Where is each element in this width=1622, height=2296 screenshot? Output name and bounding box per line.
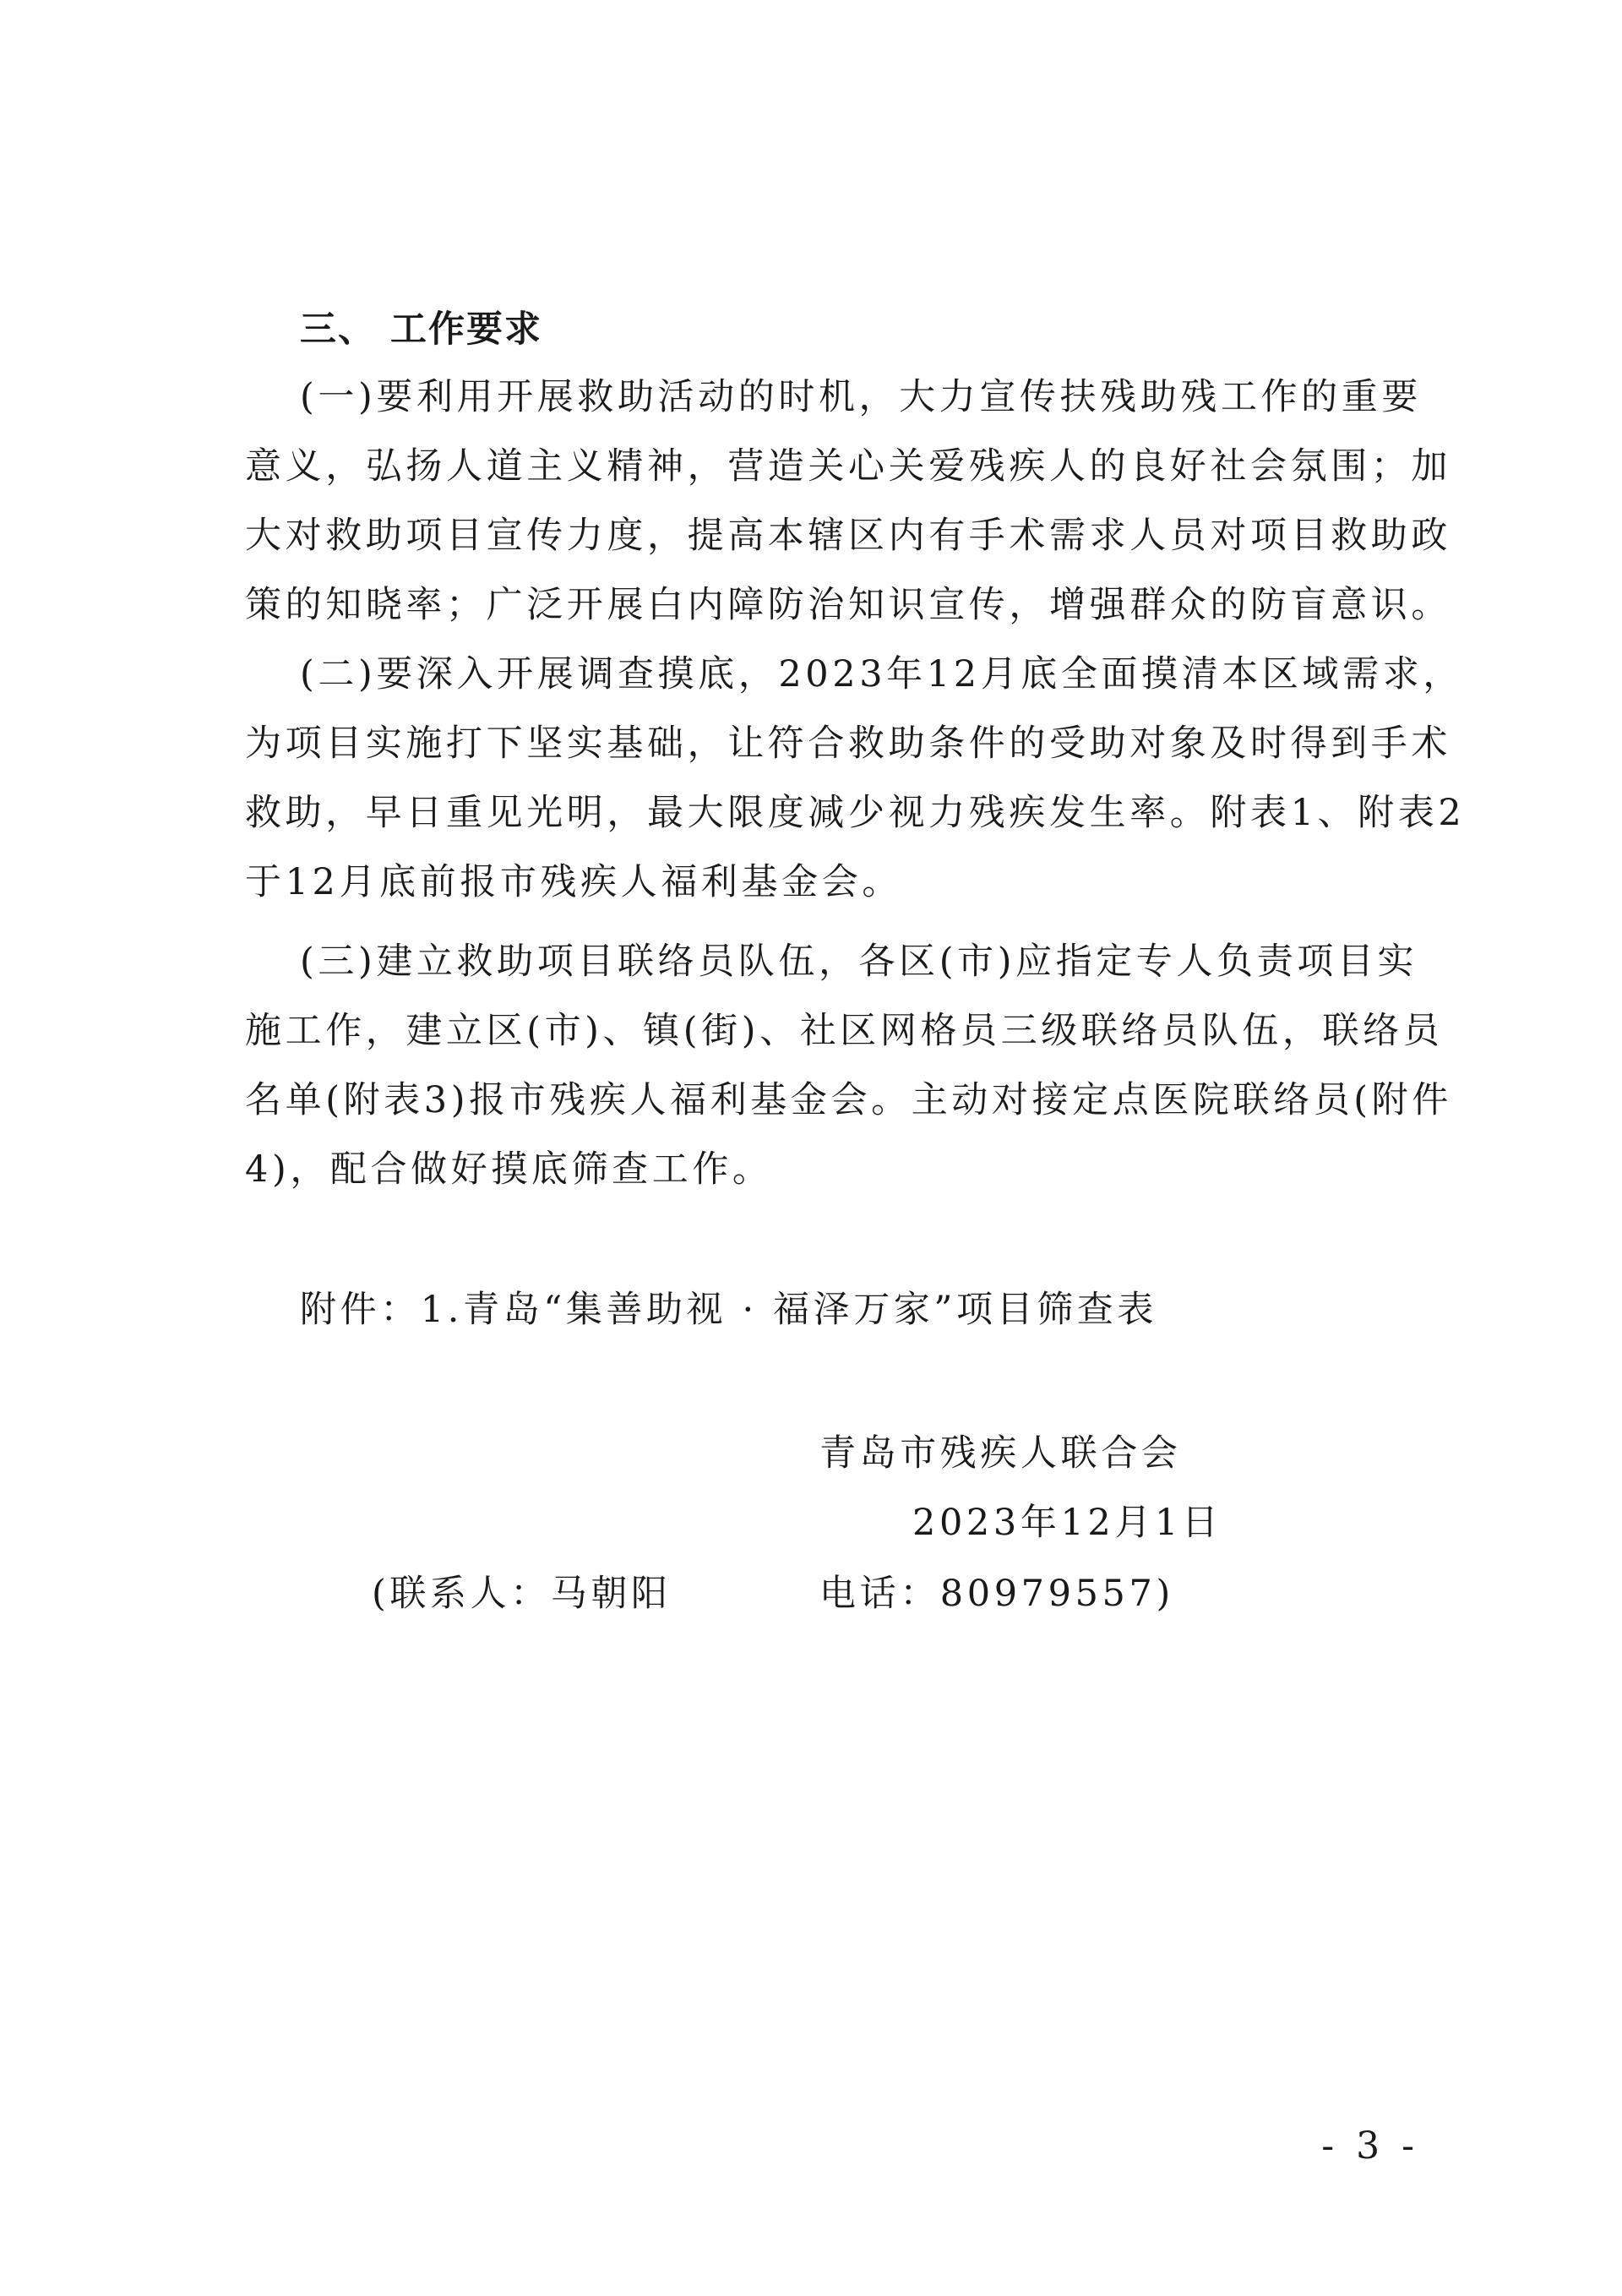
attachment-line: 附件：1.青岛“集善助视 · 福泽万家”项目筛查表 <box>300 1289 1157 1331</box>
contact-person: (联系人：马朝阳 <box>372 1573 672 1615</box>
paragraph-2-line-4: 于12月底前报市残疾人福利基金会。 <box>245 861 902 903</box>
paragraph-1-line-1: (一)要利用开展救助活动的时机，大力宣传扶残助残工作的重要 <box>300 376 1422 418</box>
paragraph-3-line-1: (三)建立救助项目联络员队伍，各区(市)应指定专人负责项目实 <box>300 941 1418 983</box>
signature-date: 2023年12月1日 <box>912 1502 1222 1544</box>
page-number: - 3 - <box>1321 2124 1419 2168</box>
paragraph-2-line-2: 为项目实施打下坚实基础，让符合救助条件的受助对象及时得到手术 <box>245 723 1451 765</box>
contact-phone: 电话：80979557) <box>819 1573 1174 1615</box>
paragraph-2-line-3: 救助，早日重见光明，最大限度减少视力残疾发生率。附表1、附表2 <box>245 792 1466 834</box>
section-heading: 三、 工作要求 <box>300 308 542 351</box>
paragraph-3-line-3: 名单(附表3)报市残疾人福利基金会。主动对接定点医院联络员(附件 <box>245 1079 1452 1121</box>
paragraph-3-line-4: 4)，配合做好摸底筛查工作。 <box>245 1148 773 1191</box>
paragraph-1-line-4: 策的知晓率；广泛开展白内障防治知识宣传，增强群众的防盲意识。 <box>245 584 1451 626</box>
paragraph-3-line-2: 施工作，建立区(市)、镇(街)、社区网格员三级联络员队伍，联络员 <box>245 1010 1444 1052</box>
paragraph-2-line-1: (二)要深入开展调查摸底，2023年12月底全面摸清本区域需求， <box>300 653 1463 695</box>
signature-organization: 青岛市残疾人联合会 <box>819 1432 1182 1475</box>
paragraph-1-line-2: 意义，弘扬人道主义精神，营造关心关爱残疾人的良好社会氛围；加 <box>245 445 1451 488</box>
paragraph-1-line-3: 大对救助项目宣传力度，提高本辖区内有手术需求人员对项目救助政 <box>245 515 1451 557</box>
